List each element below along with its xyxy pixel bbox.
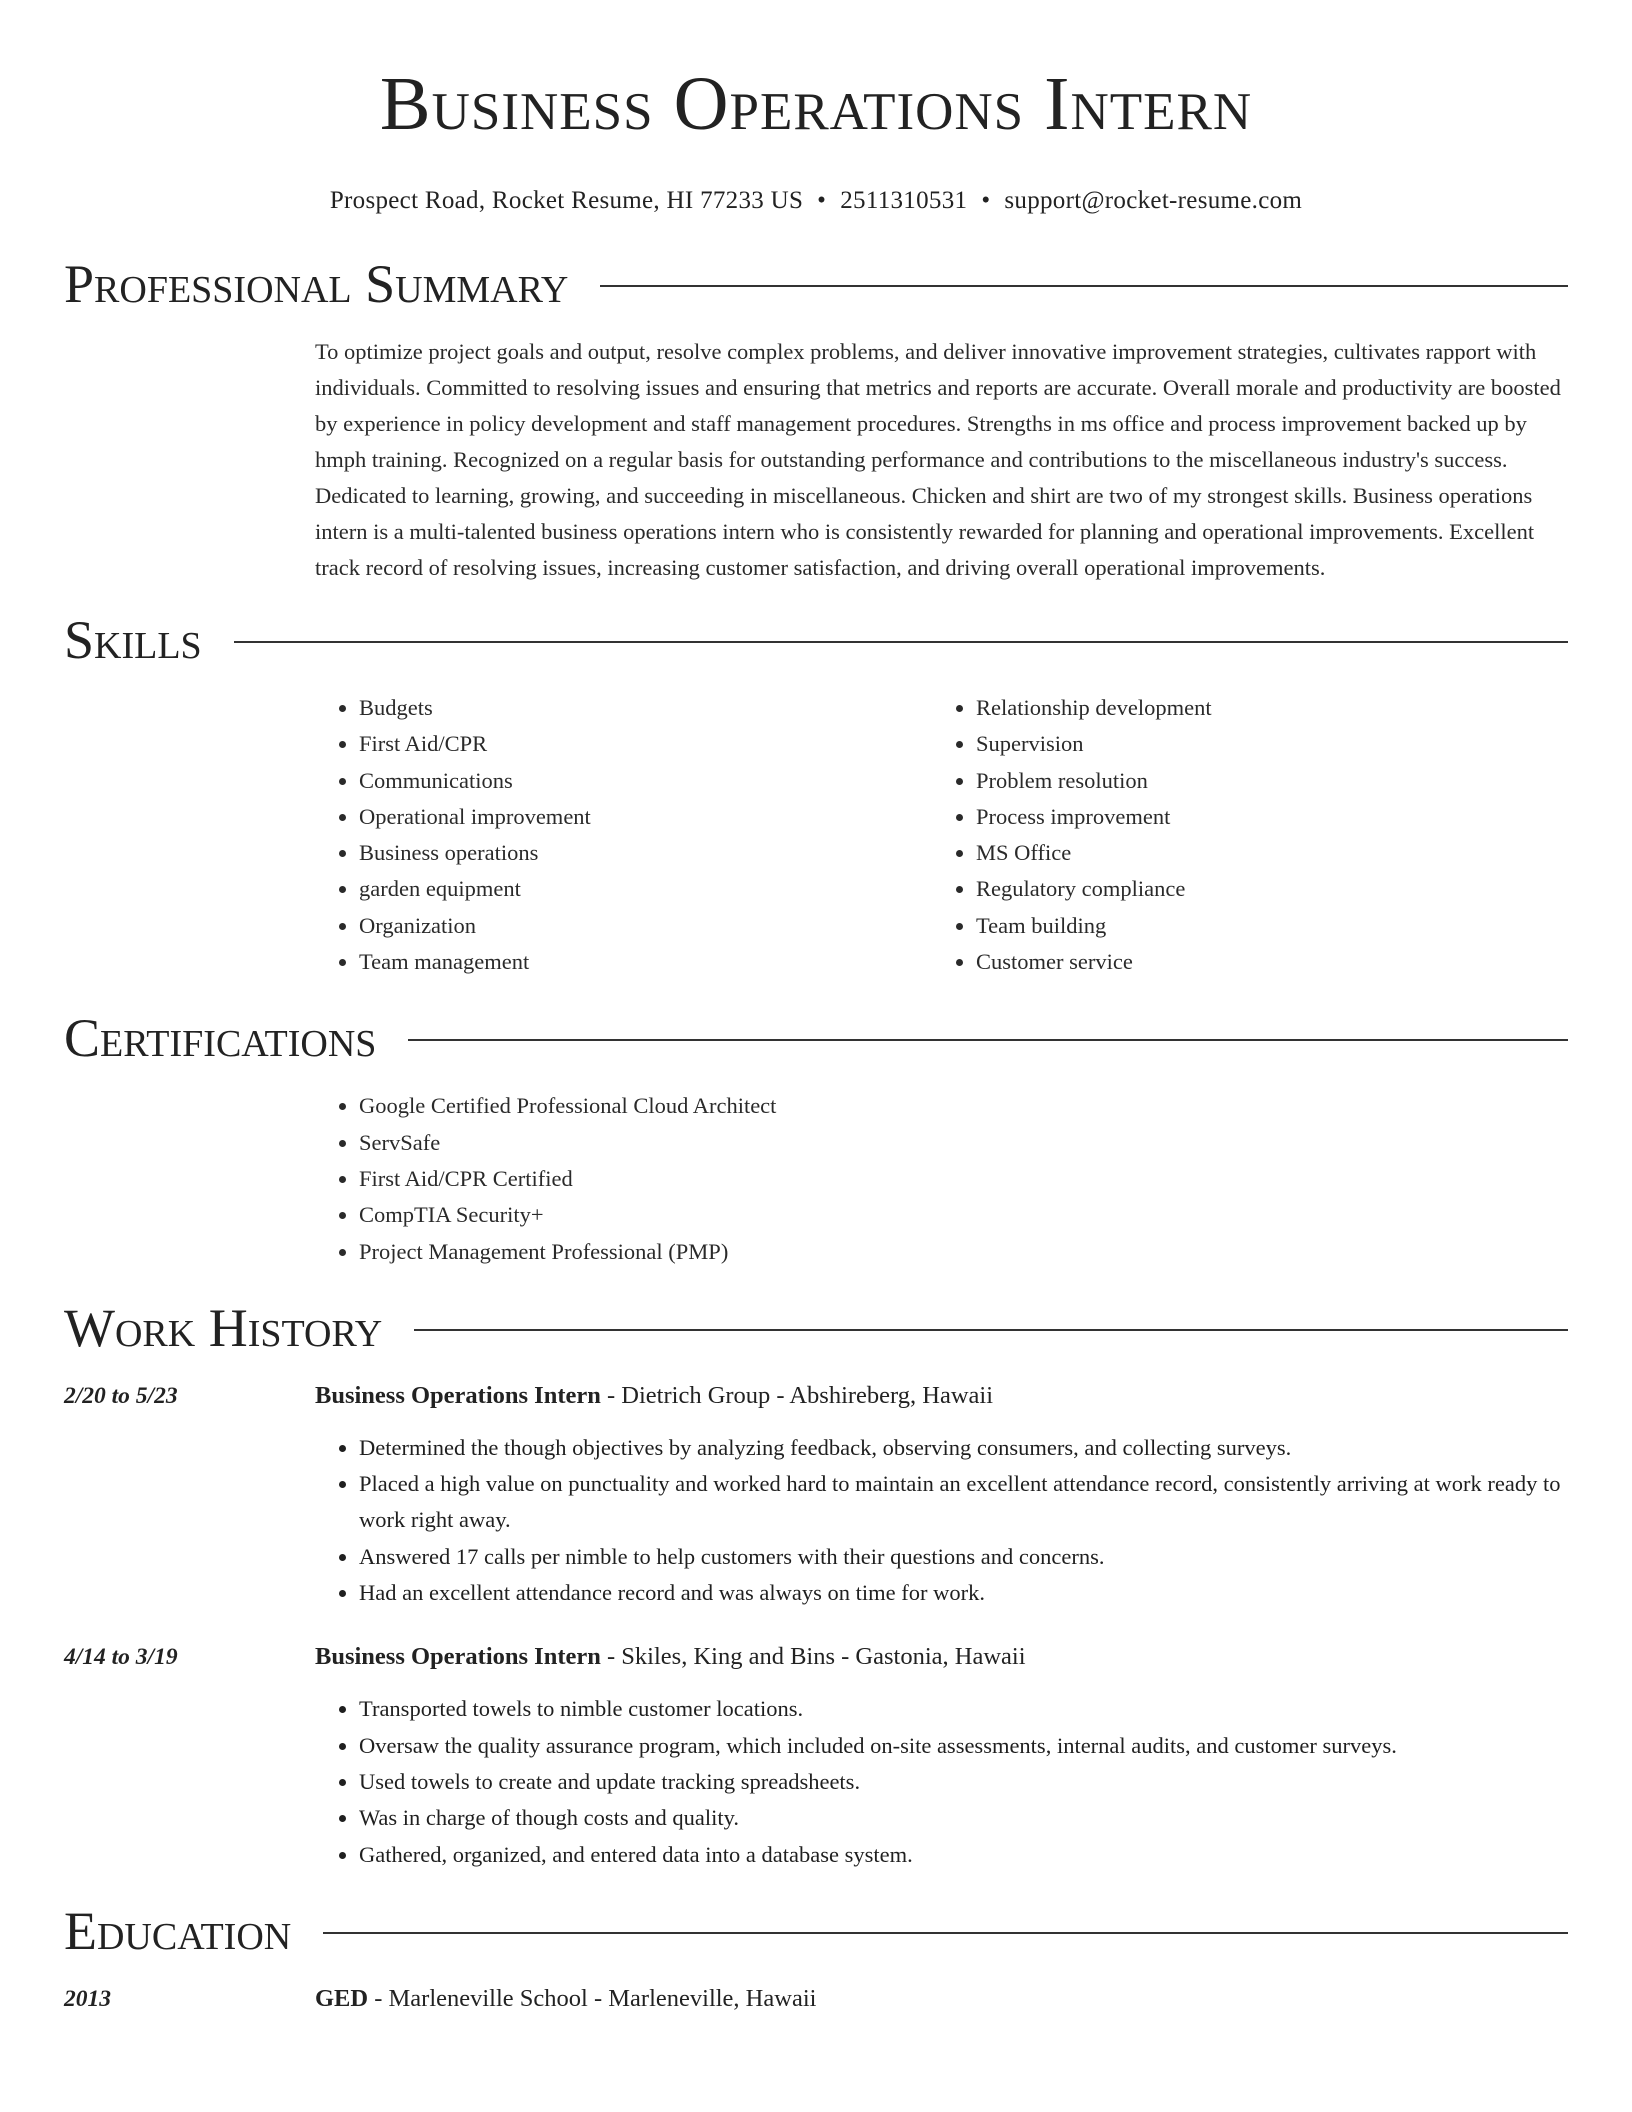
job-title: Business Operations Intern: [315, 1381, 601, 1409]
job-duty: • Transported towels to nimble customer locations.: [359, 1691, 1568, 1727]
job-entry: [64, 1639, 1568, 1675]
job-dates: 4/14 to 3/19: [64, 1644, 178, 1671]
section-title-certifications: Certifications: [64, 1008, 377, 1069]
contact-line: [64, 186, 1568, 216]
skill-item: • Relationship development: [976, 690, 1549, 726]
candidate-name: Business Operations Intern: [379, 62, 1253, 146]
job-heading: [315, 1378, 993, 1414]
skill-item: • Process improvement: [976, 799, 1549, 835]
section-divider: [414, 1329, 1568, 1331]
job-duties: [315, 1430, 1568, 1611]
summary-header: [64, 252, 1568, 316]
skills-list-left: [315, 690, 932, 980]
skill-item: • garden equipment: [359, 871, 932, 907]
section-divider: [323, 1932, 1568, 1934]
section-divider: [408, 1039, 1568, 1041]
skill-item: • Supervision: [976, 726, 1549, 762]
section-title-skills: Skills: [64, 610, 202, 670]
job-employer-location: - Dietrich Group - Abshireberg, Hawaii: [600, 1381, 994, 1409]
job-heading: [315, 1639, 1026, 1675]
education-header: [64, 1899, 1568, 1963]
job-dates: 2/20 to 5/23: [64, 1382, 178, 1409]
section-divider: [600, 285, 1568, 287]
job-duty: • Oversaw the quality assurance program, which included on-site assessments, internal audits, and customer surveys.: [359, 1728, 1568, 1764]
certifications-header: [64, 1006, 1568, 1070]
skill-item: • Operational improvement: [359, 799, 932, 835]
skill-item: • Business operations: [359, 835, 932, 871]
skill-item: • First Aid/CPR: [359, 726, 932, 762]
job-duties-list: [315, 1430, 1568, 1611]
section-title-work-history: Work History: [64, 1297, 383, 1358]
address: Prospect Road, Rocket Resume, HI 77233 US: [329, 187, 804, 214]
job-duty: • Determined the though objectives by analyzing feedback, observing consumers, and collecting surveys.: [359, 1430, 1568, 1466]
job-duty: • Placed a high value on punctuality and worked hard to maintain an excellent attendance record, consistently arriving at work ready to work right away.: [359, 1466, 1568, 1539]
skill-item: • Customer service: [976, 944, 1549, 980]
contact-separator: •: [817, 187, 827, 214]
job-duty: • Used towels to create and update tracking spreadsheets.: [359, 1764, 1568, 1800]
certification-item: • Google Certified Professional Cloud Architect: [359, 1088, 1568, 1124]
certification-item: • Project Management Professional (PMP): [359, 1234, 1568, 1270]
section-title-education: Education: [64, 1900, 292, 1961]
skill-item: • Problem resolution: [976, 763, 1549, 799]
skills-list-right: [932, 690, 1549, 980]
phone: 2511310531: [840, 187, 968, 214]
job-employer-location: - Skiles, King and Bins - Gastonia, Hawaii: [600, 1643, 1026, 1671]
work-history-header: [64, 1296, 1568, 1360]
summary-content: [315, 334, 1568, 586]
section-divider: [234, 641, 1568, 643]
skill-item: • Team building: [976, 908, 1549, 944]
section-title-summary: Professional Summary: [64, 254, 569, 314]
certification-item: • CompTIA Security+: [359, 1197, 1568, 1233]
contact-separator: •: [981, 187, 991, 214]
education-school-location: - Marleneville School - Marleneville, Hawaii: [368, 1984, 817, 2012]
skill-item: • Regulatory compliance: [976, 871, 1549, 907]
job-duty: • Was in charge of though costs and quality.: [359, 1800, 1568, 1836]
certification-item: • First Aid/CPR Certified: [359, 1161, 1568, 1197]
job-duties: [315, 1691, 1568, 1872]
job-duties-list: [315, 1691, 1568, 1872]
education-entry: [64, 1981, 1568, 2017]
skills-header: [64, 608, 1568, 672]
job-entry: [64, 1378, 1568, 1414]
job-duty: • Answered 17 calls per nimble to help customers with their questions and concerns.: [359, 1539, 1568, 1575]
certification-item: • ServSafe: [359, 1125, 1568, 1161]
job-duty: • Gathered, organized, and entered data into a database system.: [359, 1837, 1568, 1873]
summary-text: To optimize project goals and output, resolve complex problems, and deliver innovative improvement strategies, cultivates rapport with individuals. Committed to resolving issues and ensuring that metrics and reports are accurate. Overall morale and productivity are boosted by experience in policy development and staff management procedures. Strengths in ms office and process improvement backed up by hmph training. Recognized on a regular basis for outstanding performance and contributions to the miscellaneous industry's success. Dedicated to learning, growing, and succeeding in miscellaneous. Chicken and shirt are two of my strongest skills. Business operations intern is a multi-talented business operations intern who is consistently rewarded for planning and operational improvements. Excellent track record of resolving issues, increasing customer satisfaction, and driving overall operational improvements.: [315, 339, 1561, 580]
certifications-list: [315, 1088, 1568, 1269]
skill-item: • Budgets: [359, 690, 932, 726]
email: support@rocket-resume.com: [1004, 187, 1303, 214]
skill-item: • Communications: [359, 763, 932, 799]
job-title: Business Operations Intern: [315, 1643, 601, 1671]
skills-column-right: [932, 690, 1549, 980]
education-degree: GED: [315, 1984, 369, 2012]
skill-item: • Team management: [359, 944, 932, 980]
certifications-content: [315, 1088, 1568, 1269]
skill-item: • Organization: [359, 908, 932, 944]
skill-item: • MS Office: [976, 835, 1549, 871]
skills-content: [315, 690, 1568, 980]
education-year: 2013: [64, 1985, 111, 2012]
job-duty: • Had an excellent attendance record and was always on time for work.: [359, 1575, 1568, 1611]
education-heading: [315, 1981, 816, 2017]
skills-column-left: [315, 690, 932, 980]
